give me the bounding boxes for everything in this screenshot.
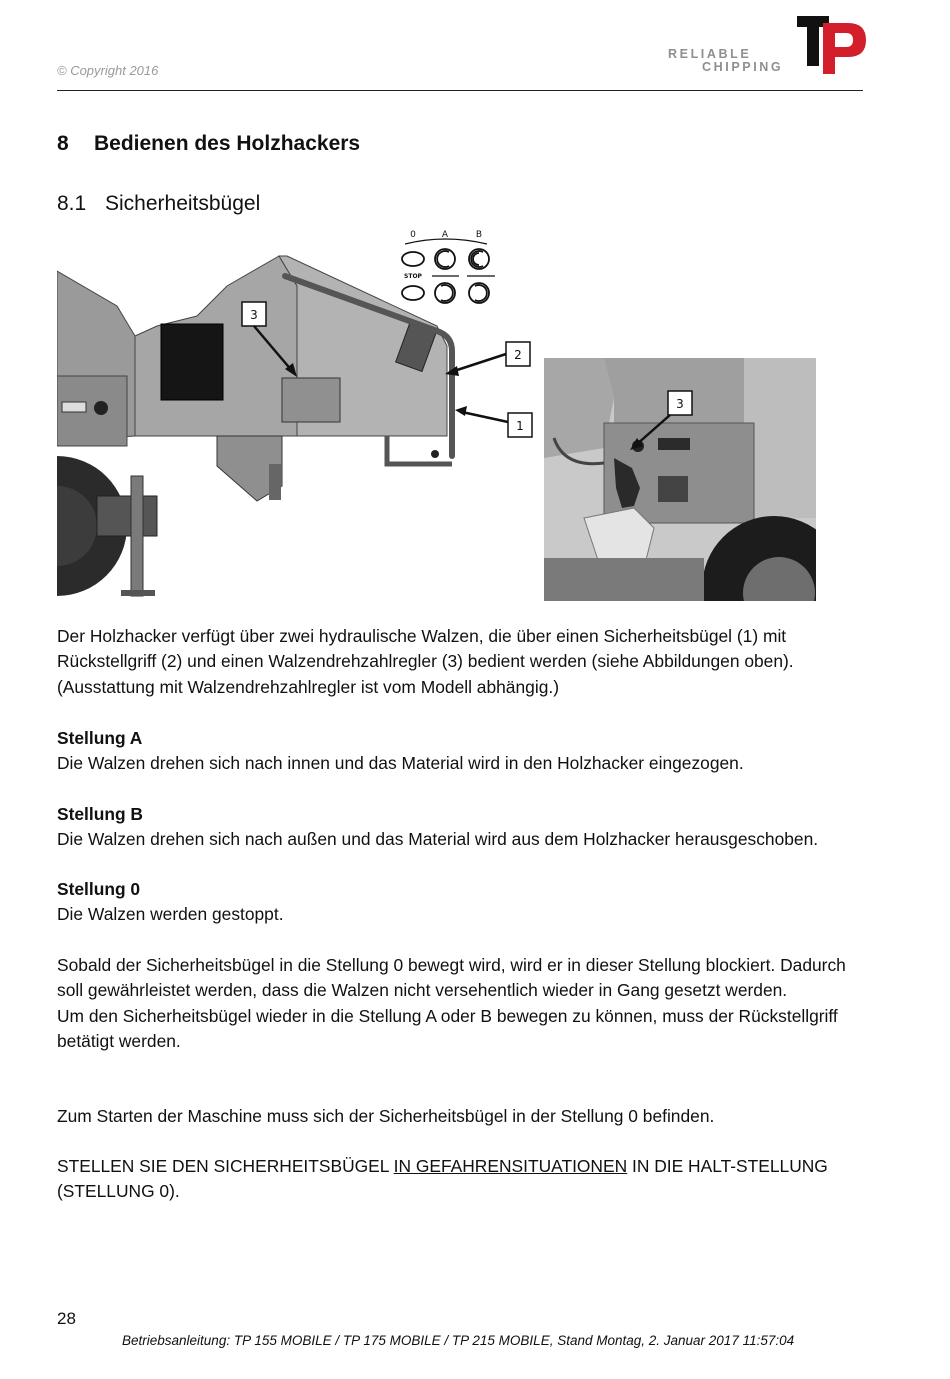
blocking-line-3: Um den Sicherheitsbügel wieder in die Stellung A oder B bewegen zu können, muss der Rückstellgriff betätigt werden. bbox=[57, 1005, 838, 1051]
warning-paragraph bbox=[57, 1154, 837, 1205]
blocking-paragraph bbox=[57, 953, 872, 1054]
tp-logo bbox=[796, 14, 868, 76]
warning-text-1: STELLEN SIE DEN SICHERHEITSBÜGEL bbox=[57, 1156, 394, 1176]
warning-text-2: IN DIE HALT-STELLUNG (STELLUNG 0). bbox=[57, 1156, 828, 1202]
page-number: 28 bbox=[57, 1309, 76, 1328]
intro-paragraph: Der Holzhacker verfügt über zwei hydraulische Walzen, die über einen Sicherheitsbügel (1) mit Rückstellgriff (2) und einen Walzendrehzahlregler (3) bedient werden (siehe Abbildungen oben). (Ausstattung mit Walzendrehzahlregler ist vom Modell abhängig.) bbox=[57, 626, 794, 697]
switch-label-a: A bbox=[441, 230, 449, 240]
footer-document-info: Betriebsanleitung: TP 155 MOBILE / TP 175 MOBILE / TP 215 MOBILE, Stand Montag, 2. Januar 2017 11:57:04 bbox=[122, 1333, 795, 1348]
stellung-a-block bbox=[57, 726, 887, 777]
blocking-line-2: Dadurch soll gewährleistet werden, dass die Walzen nicht versehentlich wieder in Gang gesetzt werden. bbox=[57, 955, 846, 1001]
svg-text:2: 2 bbox=[514, 348, 522, 362]
callout-2-left bbox=[445, 342, 530, 376]
logo-tagline-line2: CHIPPING bbox=[702, 60, 784, 74]
svg-text:3: 3 bbox=[676, 397, 684, 411]
copyright-notice: © Copyright 2016 bbox=[57, 63, 159, 78]
blocking-line-1: Sobald der Sicherheitsbügel in die Stellung 0 bewegt wird, wird er in dieser Stellung blockiert. bbox=[57, 955, 776, 975]
section-number: 8 bbox=[57, 132, 69, 155]
svg-text:1: 1 bbox=[516, 419, 524, 433]
logo-tagline bbox=[668, 48, 783, 74]
section-title: Bedienen des Holzhackers bbox=[94, 132, 361, 155]
stellung-a-text: Die Walzen drehen sich nach innen und das Material wird in den Holzhacker eingezogen. bbox=[57, 753, 744, 774]
logo-tagline-line1: RELIABLE bbox=[668, 47, 752, 61]
stellung-0-block bbox=[57, 877, 887, 928]
section-heading bbox=[57, 132, 360, 156]
stellung-a-heading: Stellung A bbox=[57, 728, 143, 748]
start-paragraph: Zum Starten der Maschine muss sich der Sicherheitsbügel in der Stellung 0 befinden. bbox=[57, 1106, 715, 1126]
subsection-title: Sicherheitsbügel bbox=[105, 192, 261, 215]
warning-text-underlined: IN GEFAHRENSITUATIONEN bbox=[393, 1156, 628, 1176]
control-panel-closeup-illustration bbox=[544, 358, 816, 601]
subsection-number: 8.1 bbox=[57, 192, 87, 215]
stellung-0-text: Die Walzen werden gestoppt. bbox=[57, 904, 284, 925]
stellung-b-text: Die Walzen drehen sich nach außen und das Material wird aus dem Holzhacker herausgeschoben. bbox=[57, 829, 819, 850]
switch-position-diagram bbox=[402, 230, 495, 303]
subsection-heading bbox=[57, 192, 260, 216]
header-rule bbox=[57, 90, 863, 91]
stellung-b-heading: Stellung B bbox=[57, 804, 143, 824]
switch-label-b: B bbox=[475, 230, 483, 240]
stop-label: STOP bbox=[404, 273, 422, 280]
stellung-b-block bbox=[57, 802, 897, 853]
callout-1-left bbox=[455, 406, 532, 437]
svg-text:3: 3 bbox=[250, 308, 258, 322]
chipper-side-view-illustration bbox=[57, 226, 535, 602]
stellung-0-heading: Stellung 0 bbox=[57, 879, 141, 899]
switch-label-0: 0 bbox=[410, 230, 416, 240]
